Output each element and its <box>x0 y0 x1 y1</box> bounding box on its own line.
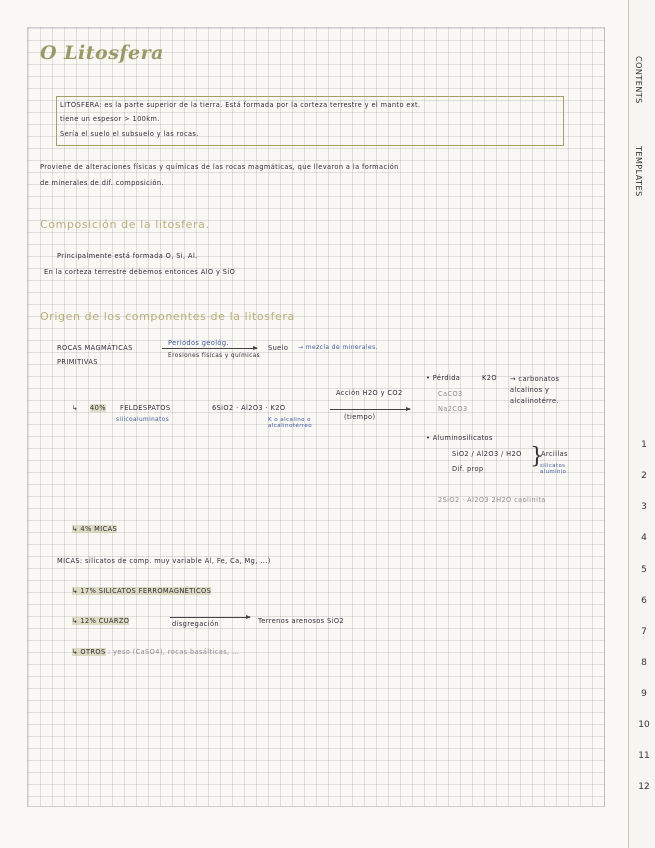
micas-pct: ↳ 4% MICAS <box>72 525 118 533</box>
feldespato-formula: 6SiO2 · Al2O3 · K2O <box>212 404 286 412</box>
feldespatos: FELDESPATOS <box>120 404 171 412</box>
dif-prop: Dif. prop <box>452 465 484 473</box>
page-link-6[interactable]: 6 <box>641 596 647 606</box>
arrow-accion <box>330 409 410 410</box>
terrenos-arenosos: Terrenos arenosos SiO2 <box>258 617 345 625</box>
aluminosilicatos: • Aluminosilicatos <box>426 434 493 442</box>
definition-line-3: Sería el suelo el subsuelo y las rocas. <box>60 130 199 138</box>
mezcla-minerales: → mezcla de minerales. <box>298 344 378 351</box>
silicatos-ferromagneticos: ↳ 17% SILICATOS FERROMAGNÉTICOS <box>72 587 212 595</box>
caco3: CaCO3 <box>438 390 463 398</box>
carbonatos: → carbonatos alcalinos y alcalinotérre. <box>510 375 560 405</box>
page-link-9[interactable]: 9 <box>641 689 647 699</box>
composition-line-1: Principalmente está formada O, Si, Al. <box>57 252 198 260</box>
arrow-glyph: ↳ <box>72 404 78 412</box>
section-heading-composition: Composición de la litosfera. <box>40 218 210 231</box>
tab-templates[interactable]: TEMPLATES <box>634 146 643 197</box>
suelo: Suelo <box>268 344 289 352</box>
feldespatos-pct: 40% <box>90 404 106 412</box>
tab-contents[interactable]: CONTENTS <box>634 56 643 104</box>
micas-line: MICAS: silicatos de comp. muy variable Al, Fe, Ca, Mg, ...) <box>57 557 271 565</box>
composition-line-2: En la corteza terrestre debemos entonces AlO y SiO <box>44 268 236 276</box>
page-link-5[interactable]: 5 <box>641 565 647 575</box>
page-link-7[interactable]: 7 <box>641 627 647 637</box>
section-heading-origin: Origen de los componentes de la litosfera <box>40 310 295 323</box>
caolinita: 2SiO2 · Al2O3 2H2O caolinita <box>438 496 546 504</box>
accion-h2o: Acción H2O y CO2 <box>336 389 403 397</box>
arcillas: Arcillas <box>541 450 568 458</box>
periodos-geologicos: Periodos geológ. <box>168 339 229 347</box>
page-link-11[interactable]: 11 <box>638 751 650 761</box>
definition-line-2: tiene un espesor > 100km. <box>60 115 160 123</box>
page-link-3[interactable]: 3 <box>641 502 647 512</box>
page-title: O Litosfera <box>40 42 164 64</box>
brace: } <box>530 444 544 469</box>
alcalino-note: K o alcalino o alcalinotérreo <box>268 417 313 429</box>
disgregacion: disgregación <box>172 620 219 628</box>
origin-line-2: de minerales de dif. composición. <box>40 179 164 187</box>
k2o: K2O <box>482 374 497 382</box>
page-link-4[interactable]: 4 <box>641 533 647 543</box>
arrow-erosion <box>162 348 257 349</box>
page-link-2[interactable]: 2 <box>641 471 647 481</box>
otros: ↳ OTROS <box>72 648 106 656</box>
tiempo: (tiempo) <box>344 413 376 421</box>
sio2-formula: SiO2 / Al2O3 / H2O <box>452 450 522 458</box>
silicatos-aluminio: silicatos aluminio <box>540 463 567 475</box>
primitivas: PRIMITIVAS <box>57 358 98 366</box>
page-link-1[interactable]: 1 <box>641 440 647 450</box>
silicoaluminatos: silicoaluminatos <box>116 417 170 423</box>
rocas-magmaticas: ROCAS MAGMÁTICAS <box>57 344 133 352</box>
arrow-disgregacion <box>170 617 250 618</box>
cuarzo-pct: ↳ 12% CUARZO <box>72 617 130 625</box>
otros-text: : yeso (CaSO4), rocas basálticas, ... <box>108 648 240 656</box>
origin-line-1: Proviene de alteraciones físicas y químicas de las rocas magmáticas, que llevaron a la formación <box>40 163 399 171</box>
page-link-10[interactable]: 10 <box>638 720 650 730</box>
page-link-12[interactable]: 12 <box>638 782 650 792</box>
definition-line-1: LITOSFERA: es la parte superior de la tierra. Está formada por la corteza terrestre y el manto ext. <box>60 101 421 109</box>
perdida-label: • Pérdida <box>426 374 461 382</box>
na2co3: Na2CO3 <box>438 405 468 413</box>
page-link-8[interactable]: 8 <box>641 658 647 668</box>
erosiones: Erosiones físicas y químicas <box>168 353 261 359</box>
